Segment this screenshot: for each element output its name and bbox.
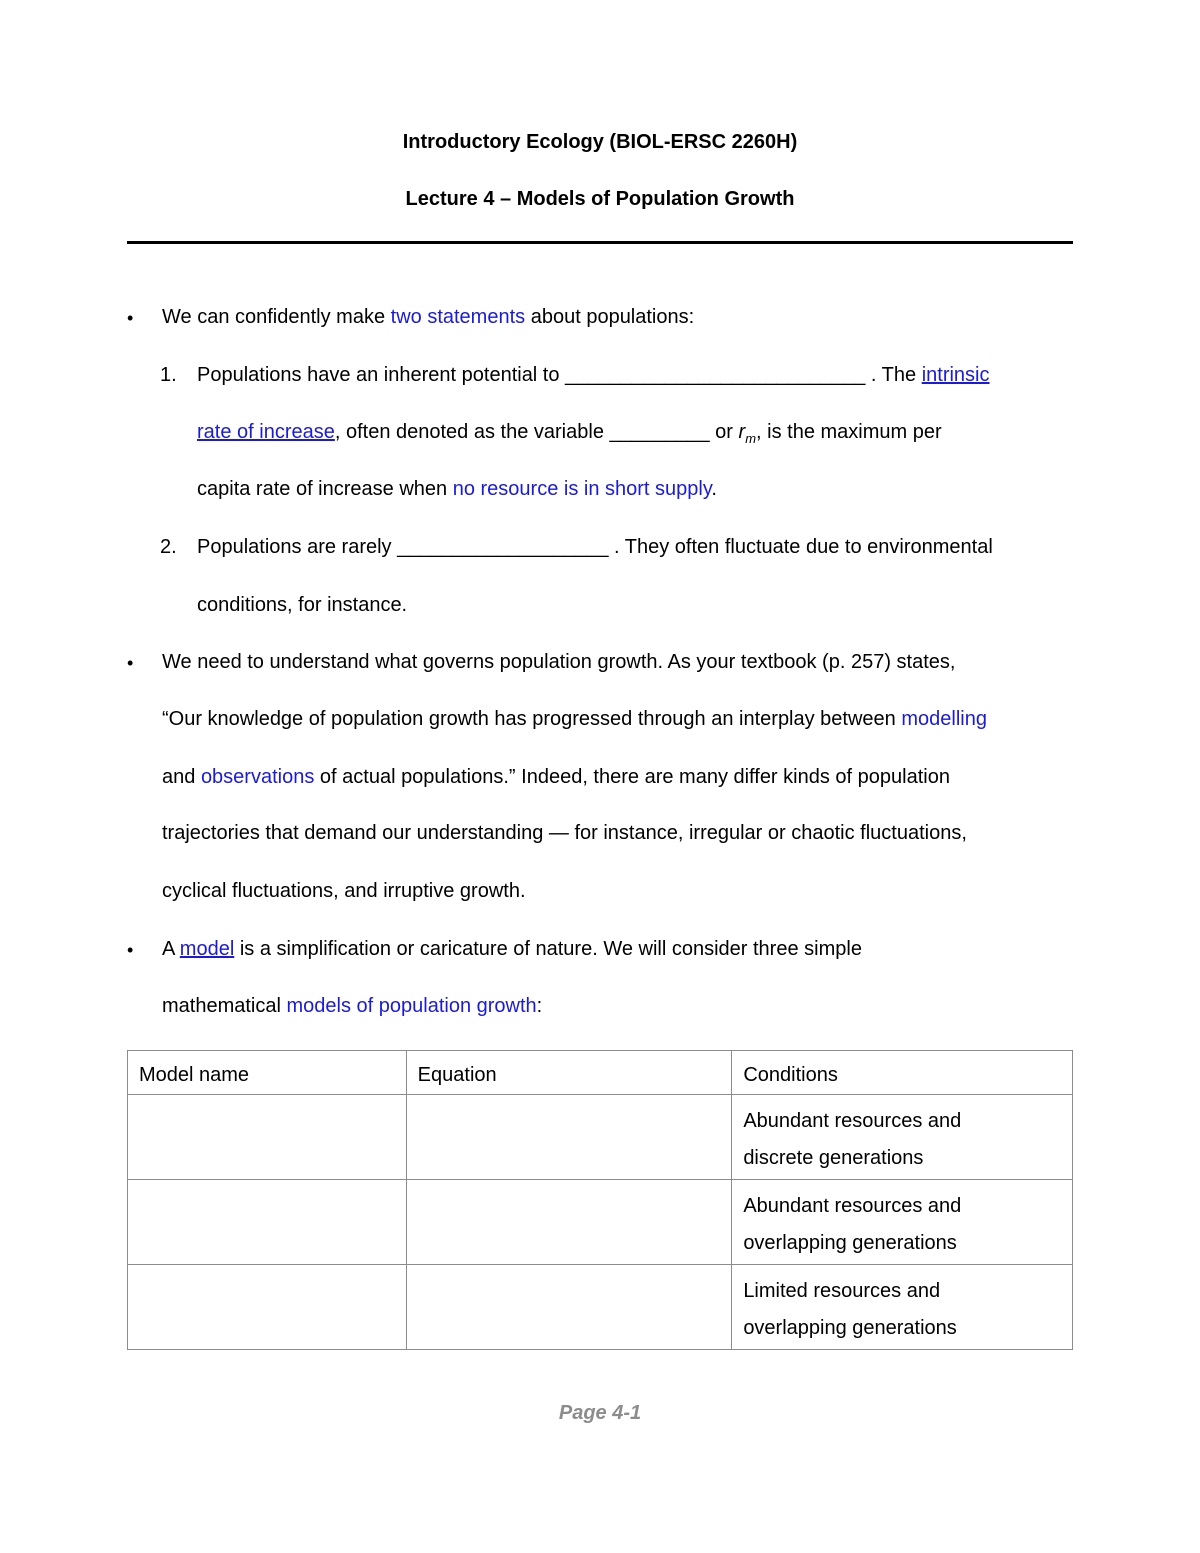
lecture-title: Lecture 4 – Models of Population Growth bbox=[405, 188, 795, 210]
bullet-icon: • bbox=[127, 308, 134, 328]
cell-equation[interactable] bbox=[406, 1180, 732, 1265]
bullet2-line3 bbox=[162, 766, 950, 789]
variable-r: r bbox=[738, 421, 746, 443]
text-span: We can confidently make bbox=[162, 306, 391, 328]
bullet2-line4: trajectories that demand our understanding — for instance, irregular or chaotic fluctuations, bbox=[162, 822, 967, 844]
link-rate-of-increase[interactable]: rate of increase bbox=[197, 421, 335, 443]
text-span: . They often fluctuate due to environmental bbox=[608, 536, 993, 558]
item1-number: 1. bbox=[160, 364, 177, 386]
text-span: Populations have an inherent potential to bbox=[197, 364, 566, 386]
text-span: capita rate of increase when bbox=[197, 478, 453, 500]
table-header-row bbox=[128, 1051, 1073, 1095]
bullet-icon: • bbox=[127, 940, 134, 960]
cell-model-name[interactable] bbox=[128, 1180, 407, 1265]
cond-line: Abundant resources and bbox=[743, 1110, 962, 1132]
blank-field: ___________________ bbox=[397, 536, 609, 558]
cell-equation[interactable] bbox=[406, 1095, 732, 1180]
page-number: Page 4-1 bbox=[558, 1402, 642, 1424]
text-span: of actual populations.” Indeed, there are many differ kinds of population bbox=[314, 766, 950, 788]
models-table bbox=[127, 1050, 1073, 1350]
item2-number: 2. bbox=[160, 536, 177, 558]
cell-equation[interactable] bbox=[406, 1265, 732, 1350]
highlight-observations: observations bbox=[200, 766, 315, 788]
cell-model-name[interactable] bbox=[128, 1265, 407, 1350]
highlight-models-of-population-growth: models of population growth bbox=[286, 995, 537, 1017]
bullet3-line2 bbox=[162, 995, 542, 1018]
text-span: mathematical bbox=[162, 995, 287, 1017]
bullet2-line5: cyclical fluctuations, and irruptive growth. bbox=[162, 880, 526, 902]
header-conditions: Conditions bbox=[732, 1051, 1073, 1095]
text-span: or bbox=[709, 421, 739, 443]
header-equation: Equation bbox=[406, 1051, 732, 1095]
link-model[interactable]: model bbox=[179, 938, 235, 960]
highlight-two-statements: two statements bbox=[390, 306, 526, 328]
text-span: : bbox=[536, 995, 543, 1017]
cond-line: overlapping generations bbox=[743, 1317, 957, 1339]
cell-model-name[interactable] bbox=[128, 1095, 407, 1180]
text-span: , often denoted as the variable bbox=[334, 421, 610, 443]
item1-line3 bbox=[197, 478, 717, 501]
text-span: Populations are rarely bbox=[197, 536, 398, 558]
text-span: . bbox=[711, 478, 717, 500]
link-intrinsic[interactable]: intrinsic bbox=[921, 364, 990, 386]
bullet2-line1: We need to understand what governs population growth. As your textbook (p. 257) states, bbox=[162, 651, 956, 673]
table-row bbox=[128, 1180, 1073, 1265]
table-row bbox=[128, 1265, 1073, 1350]
blank-field: ___________________________ bbox=[565, 364, 866, 386]
highlight-modelling: modelling bbox=[901, 708, 987, 730]
text-span: A bbox=[162, 938, 180, 960]
bullet3-line1 bbox=[162, 938, 862, 961]
text-span: “Our knowledge of population growth has progressed through an interplay between bbox=[162, 708, 902, 730]
text-span: is a simplification or caricature of nature. We will consider three simple bbox=[234, 938, 862, 960]
cell-conditions bbox=[732, 1265, 1073, 1350]
highlight-no-resource: no resource is in short supply bbox=[452, 478, 712, 500]
item2-line2: conditions, for instance. bbox=[197, 594, 408, 616]
text-span: about populations: bbox=[525, 306, 695, 328]
cond-line: overlapping generations bbox=[743, 1232, 957, 1254]
header-rule bbox=[127, 241, 1073, 244]
text-span: and bbox=[162, 766, 201, 788]
header-model-name: Model name bbox=[128, 1051, 407, 1095]
cond-line: discrete generations bbox=[743, 1147, 924, 1169]
text-span: , is the maximum per bbox=[756, 421, 942, 443]
text-span: . The bbox=[865, 364, 922, 386]
item1-line2 bbox=[197, 421, 942, 446]
bullet2-line2 bbox=[162, 708, 987, 731]
cell-conditions bbox=[732, 1095, 1073, 1180]
bullet-icon: • bbox=[127, 653, 134, 673]
variable-subscript-m: m bbox=[745, 431, 757, 446]
cond-line: Abundant resources and bbox=[743, 1195, 962, 1217]
cond-line: Limited resources and bbox=[743, 1280, 941, 1302]
table-row bbox=[128, 1095, 1073, 1180]
item2-line1 bbox=[197, 536, 993, 559]
item1-line1 bbox=[197, 364, 990, 387]
cell-conditions bbox=[732, 1180, 1073, 1265]
bullet1-text bbox=[162, 306, 694, 329]
blank-field: _________ bbox=[609, 421, 710, 443]
course-title: Introductory Ecology (BIOL-ERSC 2260H) bbox=[402, 131, 798, 153]
